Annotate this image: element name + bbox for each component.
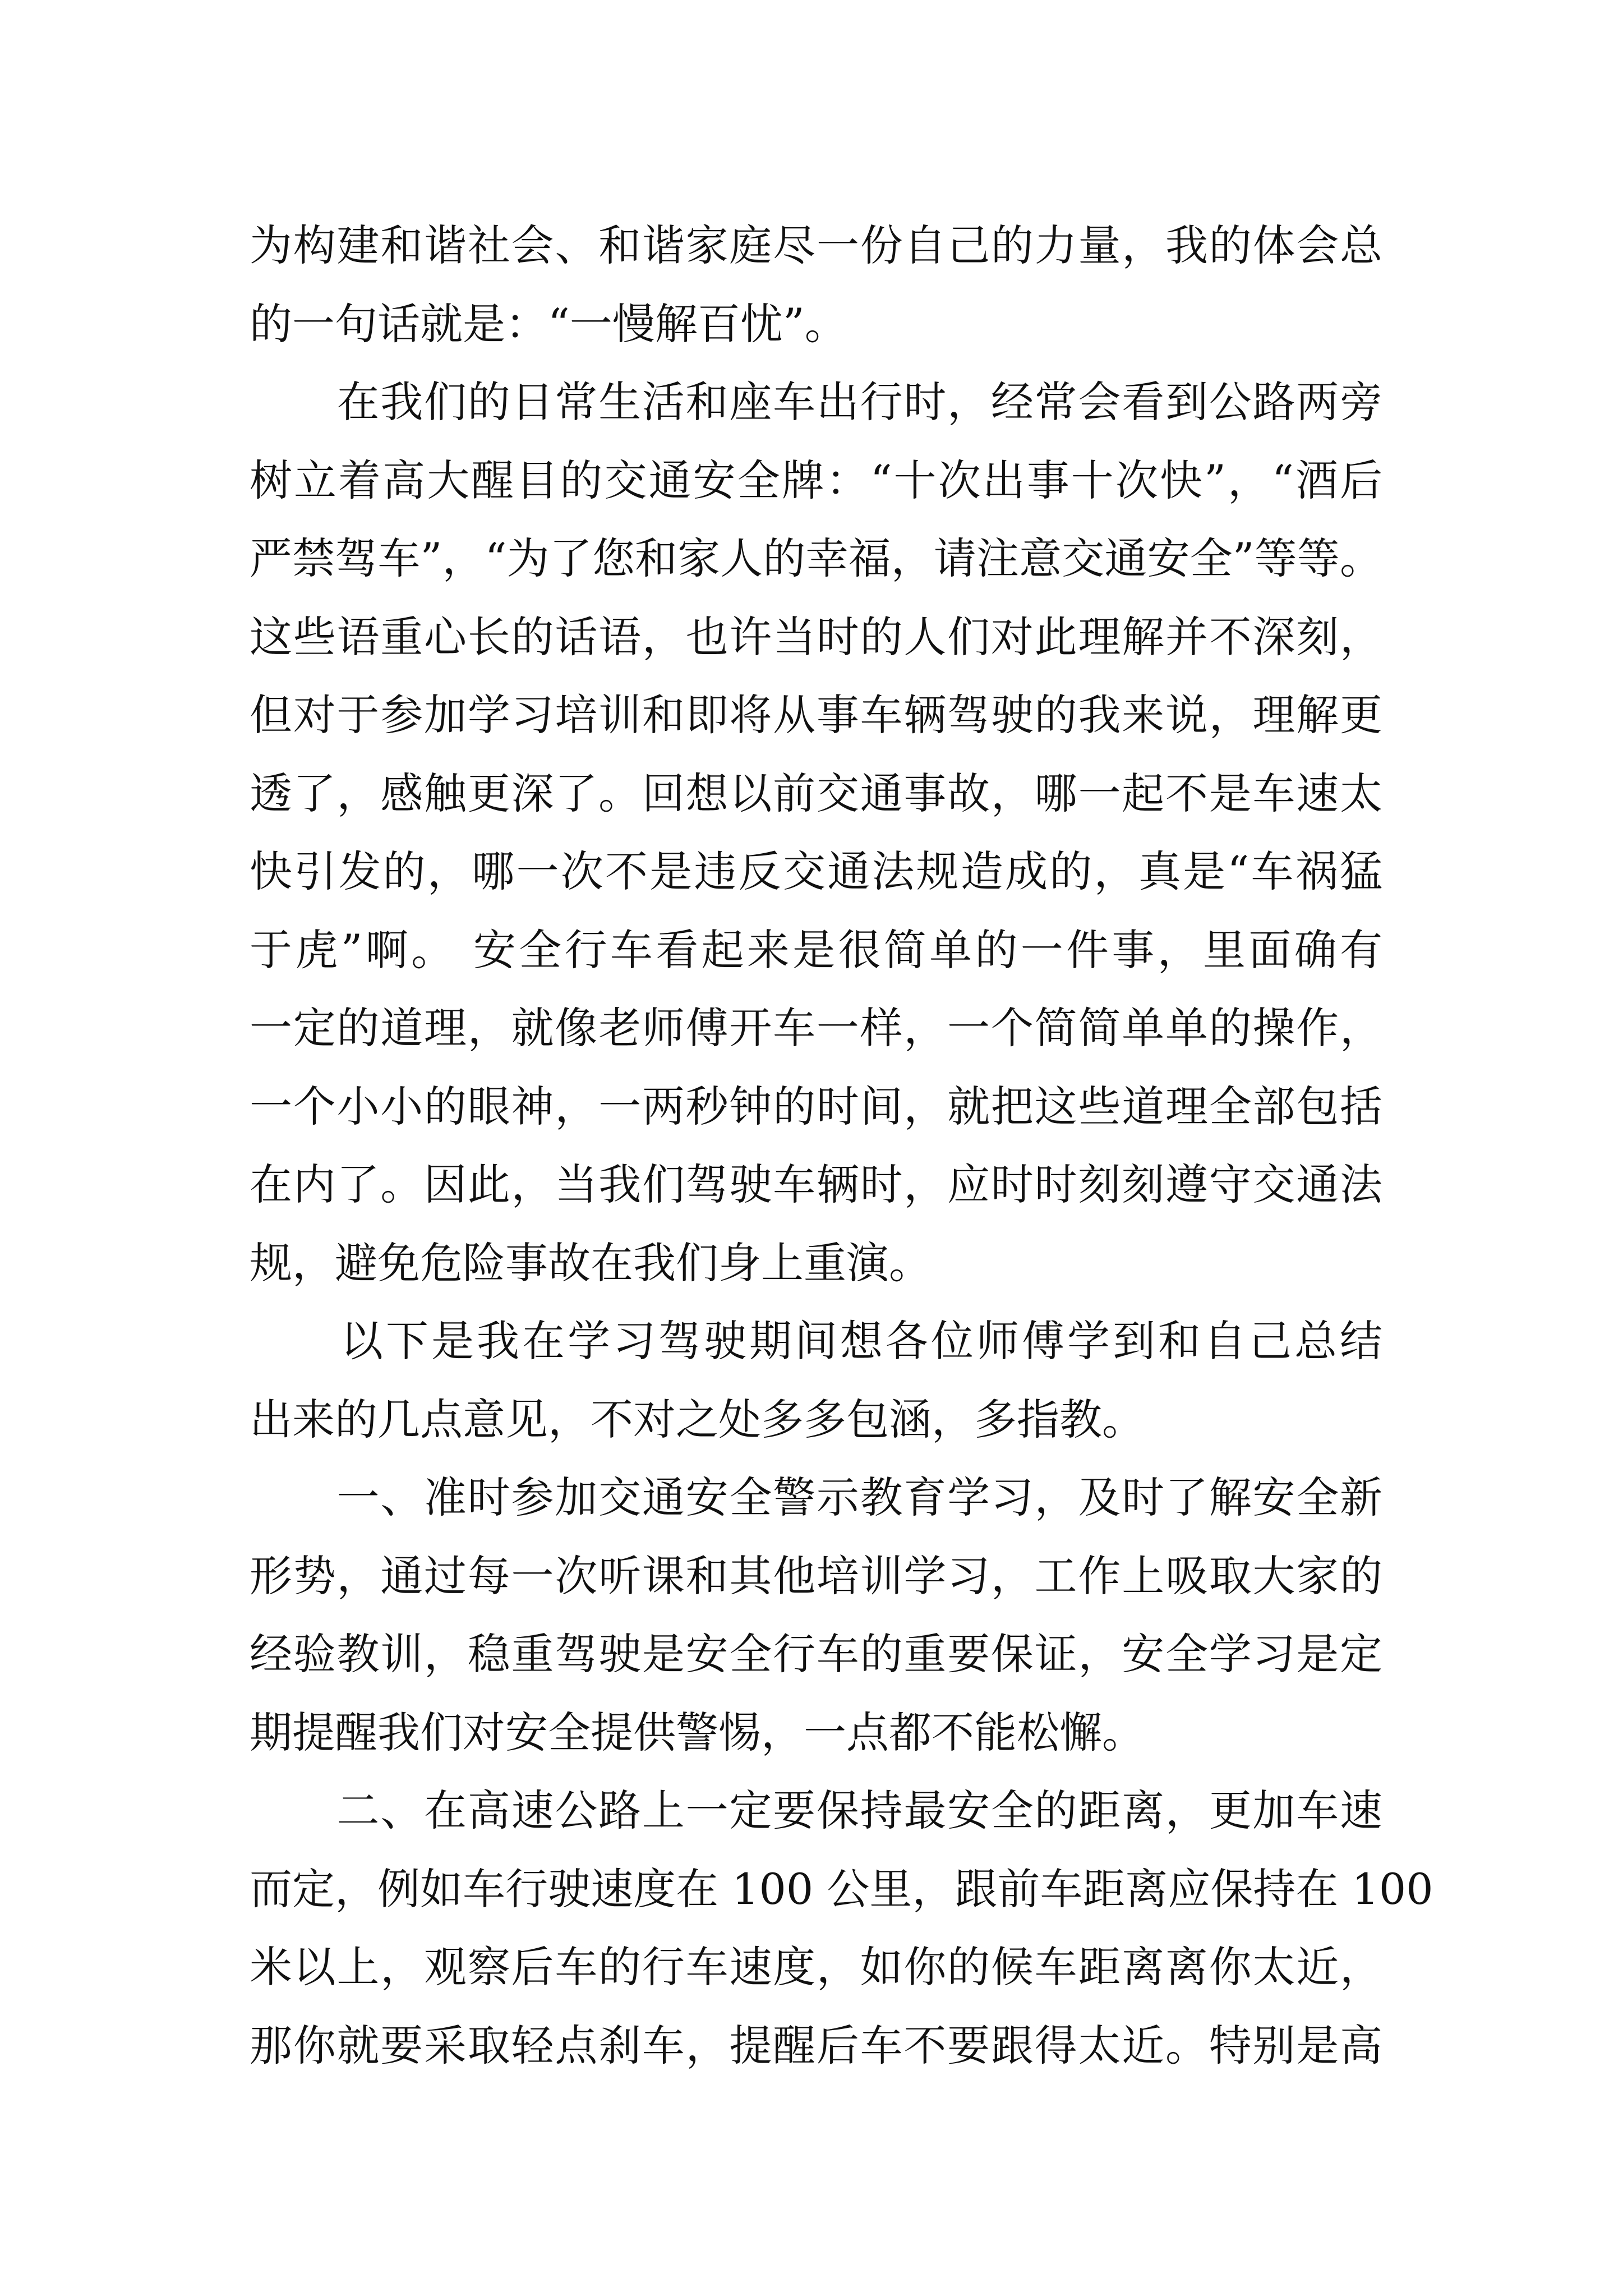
- text-line: 这些语重心长的话语，也许当时的人们对此理解并不深刻，: [250, 611, 1382, 662]
- text-line: 于虎”啊。 安全行车看起来是很简单的一件事，里面确有: [250, 924, 1382, 975]
- body-text: [250, 206, 1433, 2085]
- text-line: 一个小小的眼神，一两秒钟的时间，就把这些道理全部包括: [250, 1081, 1382, 1131]
- text-line: 的一句话就是：“一慢解百忧”。: [250, 298, 847, 349]
- text-line: 那你就要采取轻点刹车，提醒后车不要跟得太近。特别是高: [250, 2020, 1382, 2070]
- text-line: 经验教训，稳重驾驶是安全行车的重要保证，安全学习是定: [250, 1629, 1382, 1679]
- text-line: 期提醒我们对安全提供警惕，一点都不能松懈。: [250, 1707, 1145, 1757]
- text-line: 一定的道理，就像老师傅开车一样，一个简简单单的操作，: [250, 1003, 1382, 1053]
- text-line: 树立着高大醒目的交通安全牌：“十次出事十次快”，“酒后: [250, 455, 1382, 505]
- paragraph: [250, 363, 1382, 1302]
- paragraph: [250, 206, 1382, 363]
- text-line: 在内了。因此，当我们驾驶车辆时，应时时刻刻遵守交通法: [250, 1159, 1382, 1209]
- text-line: 透了，感触更深了。回想以前交通事故，哪一起不是车速太: [250, 768, 1382, 818]
- text-line: 形势，通过每一次听课和其他培训学习，工作上吸取大家的: [250, 1550, 1382, 1601]
- text-line: 二、在高速公路上一定要保持最安全的距离，更加车速: [250, 1786, 1382, 1835]
- text-line: 为构建和谐社会、和谐家庭尽一份自己的力量，我的体会总: [250, 220, 1382, 270]
- paragraph: [250, 1458, 1382, 1772]
- text-line: 以下是我在学习驾驶期间想各位师傅学到和自己总结: [250, 1316, 1382, 1366]
- text-line: 但对于参加学习培训和即将从事车辆驾驶的我来说，理解更: [250, 690, 1382, 740]
- text-line: 规，避免危险事故在我们身上重演。: [250, 1237, 932, 1288]
- text-line: 在我们的日常生活和座车出行时，经常会看到公路两旁: [250, 377, 1382, 427]
- text-line: 而定，例如车行驶速度在 100 公里，跟前车距离应保持在 100: [250, 1864, 1433, 1914]
- text-line: 快引发的，哪一次不是违反交通法规造成的，真是“车祸猛: [250, 846, 1382, 896]
- text-line: 米以上，观察后车的行车速度，如你的候车距离离你太近，: [250, 1942, 1382, 1992]
- text-line: 一、准时参加交通安全警示教育学习，及时了解安全新: [250, 1473, 1382, 1522]
- text-line: 严禁驾车”，“为了您和家人的幸福，请注意交通安全”等等。: [250, 533, 1382, 583]
- paragraph: [250, 1302, 1382, 1458]
- paragraph: [250, 1772, 1433, 2085]
- text-line: 出来的几点意见，不对之处多多包涵，多指教。: [250, 1394, 1145, 1444]
